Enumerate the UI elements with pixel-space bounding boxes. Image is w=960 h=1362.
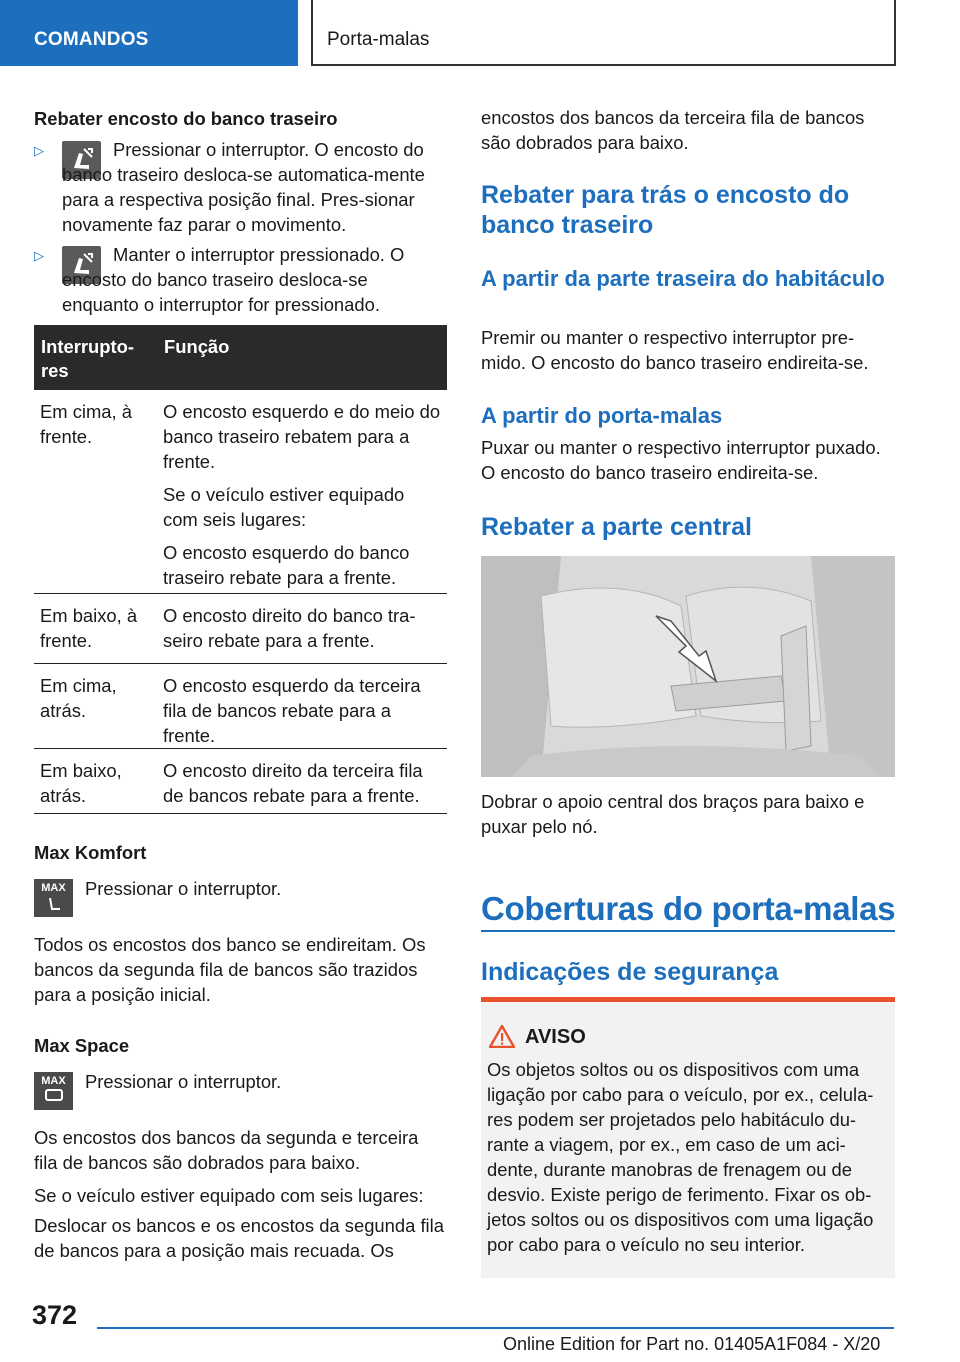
max-space-instruction: Pressionar o interruptor. [85, 1071, 282, 1092]
table-cell: Em cima, à frente. [40, 401, 132, 447]
step-2-text: Manter o interruptor pressionado. O encosto do banco traseiro desloca-se enquanto o interruptor for pressionado. [62, 244, 405, 315]
table-cell: Em baixo, atrás. [40, 760, 122, 806]
page-number: 372 [32, 1300, 78, 1330]
heading-rebater-tras: Rebater para trás o encosto do banco traseiro [481, 181, 850, 239]
max-space-icon: MAX [34, 1072, 73, 1110]
warning-text: Os objetos soltos ou os dispositivos com uma ligação por cabo para o veículo, por ex., celula-res podem ser projetados pelo habitáculo du-rante a viagem, por ex., em caso de um aci-dente, durante manobras de frenagem ou de desvio. Existe perigo de ferimento. Fixar os ob-jetos soltos ou os dispositivos com uma ligação por cabo para o veículo no seu interior. [487, 1059, 874, 1255]
rear-seat-photo [481, 556, 895, 777]
section-tab: COMANDOS [0, 0, 298, 66]
max-space-text-2: Se o veículo estiver equipado com seis lugares: [34, 1185, 424, 1206]
max-space-text-1: Os encostos dos bancos da segunda e terceira fila de bancos são dobrados para baixo. [34, 1127, 419, 1173]
heading-rebater-encosto: Rebater encosto do banco traseiro [34, 108, 338, 129]
warning-triangle-icon [489, 1024, 515, 1048]
max-space-text-3: Deslocar os bancos e os encostos da segunda fila de bancos para a posição mais recuada. Os [34, 1215, 444, 1261]
heading-parte-traseira: A partir da parte traseira do habitáculo [481, 266, 885, 291]
warning-box [481, 997, 895, 1278]
max-komfort-text: Todos os encostos dos banco se endireitam. Os bancos da segunda fila de bancos são trazidos para a posição inicial. [34, 934, 426, 1005]
table-row [34, 664, 447, 749]
table-header-cell: Função [164, 336, 230, 357]
chapter-title: Porta-malas [327, 29, 430, 50]
table-cell: O encosto esquerdo da terceira fila de bancos rebate para a frente. [163, 675, 421, 746]
text-porta-malas: Puxar ou manter o respectivo interruptor puxado. O encosto do banco traseiro endireita-se. [481, 437, 881, 483]
heading-coberturas: Coberturas do porta-malas [481, 890, 896, 927]
table-header-cell: Interrupto-res [41, 336, 134, 381]
text-parte-central: Dobrar o apoio central dos braços para baixo e puxar pelo nó. [481, 791, 865, 837]
text-parte-traseira: Premir ou manter o respectivo interruptor pre-mido. O encosto do banco traseiro endireita-se. [481, 327, 869, 373]
max-komfort-instruction: Pressionar o interruptor. [85, 878, 282, 899]
page-header [0, 0, 960, 66]
heading-seguranca: Indicações de segurança [481, 958, 779, 986]
heading-max-space: Max Space [34, 1035, 130, 1056]
table-cell: O encosto direito do banco tra-seiro rebate para a frente. [163, 605, 416, 651]
table-row [34, 749, 447, 814]
switch-function-table [34, 325, 447, 815]
table-row [34, 390, 447, 594]
heading-max-komfort: Max Komfort [34, 842, 147, 863]
table-cell: Em cima, atrás. [40, 675, 117, 721]
table-cell: Em baixo, à frente. [40, 605, 138, 651]
table-cell: O encosto esquerdo e do meio do banco traseiro rebatem para a frente. Se o veículo estiver equipado com seis lugares: O encosto esquerdo do banco traseiro rebate para a frente. [163, 401, 441, 588]
heading-parte-central: Rebater a parte central [481, 513, 752, 541]
chapter-box [311, 0, 896, 66]
table-cell: O encosto direito da terceira fila de bancos rebate para a frente. [163, 760, 423, 806]
table-row [34, 594, 447, 664]
heading-porta-malas: A partir do porta-malas [481, 403, 723, 428]
step-bullet-icon: ▷ [34, 143, 44, 158]
max-komfort-icon: MAX [34, 879, 73, 917]
continued-text: encostos dos bancos da terceira fila de bancos são dobrados para baixo. [481, 107, 865, 153]
step-bullet-icon: ▷ [34, 248, 44, 263]
heading-underline [481, 930, 895, 932]
footer-rule [97, 1327, 894, 1329]
table-header [34, 325, 447, 390]
warning-title: AVISO [525, 1026, 586, 1048]
step-1-text: Pressionar o interruptor. O encosto do banco traseiro desloca-se automatica-mente para a respectiva posição final. Pres-sionar novamente faz parar o movimento. [62, 139, 425, 235]
footer-edition: Online Edition for Part no. 01405A1F084 - X/20 [503, 1334, 881, 1354]
